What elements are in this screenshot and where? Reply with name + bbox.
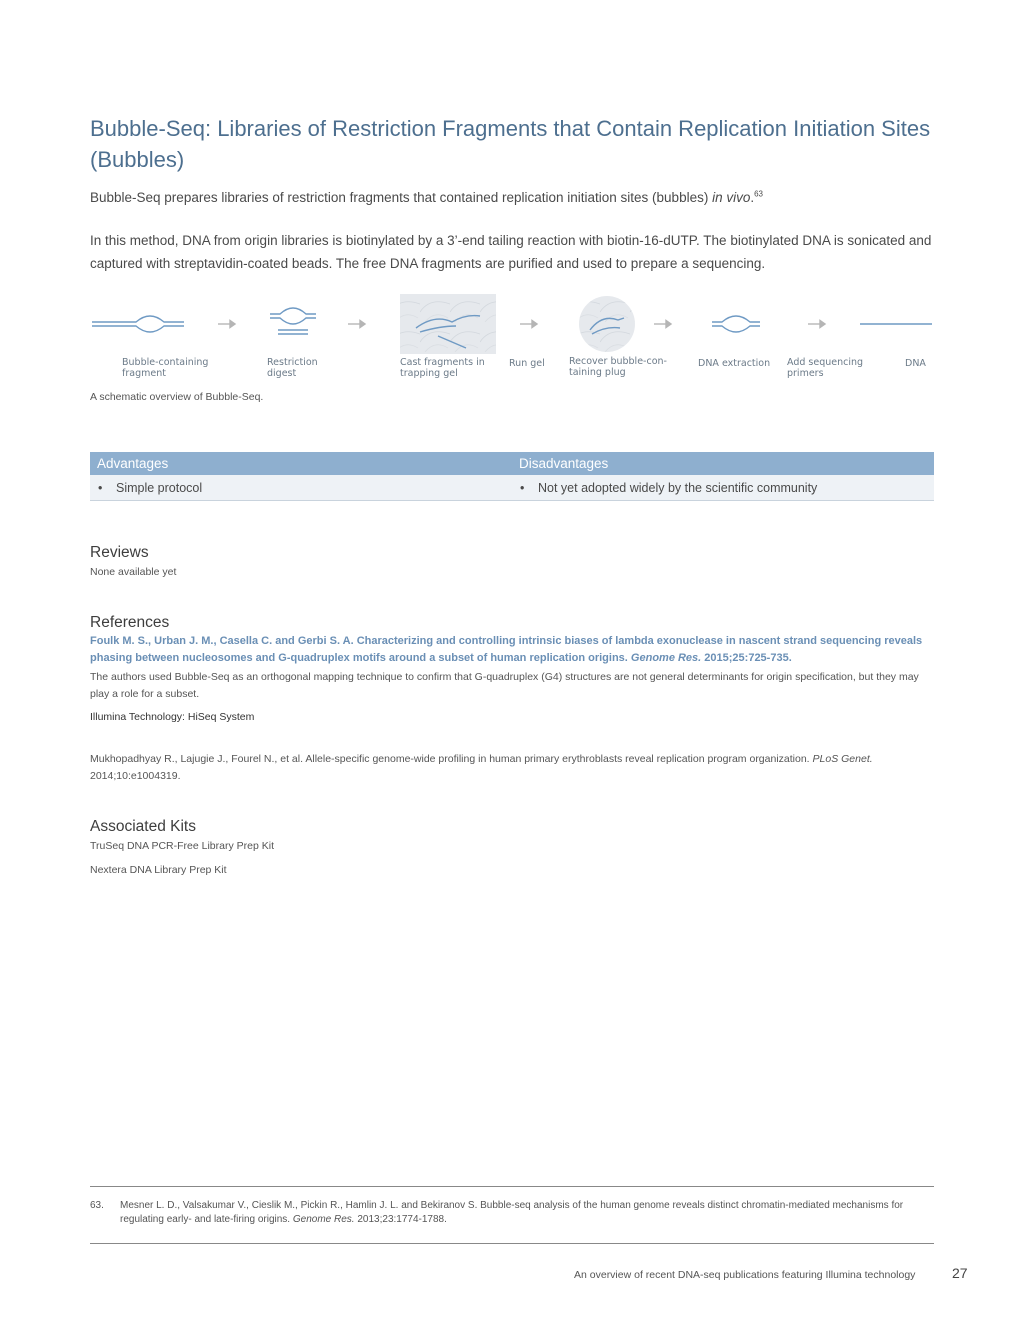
reference-technology: Illumina Technology: HiSeq System xyxy=(90,711,255,723)
gel-plug-icon xyxy=(579,296,635,352)
footnote-divider xyxy=(90,1186,934,1187)
citation-superscript[interactable]: 63 xyxy=(754,189,764,199)
pros-cons-table xyxy=(90,452,934,501)
step-label-add-primers xyxy=(787,358,863,379)
step-label-line: DNA xyxy=(905,358,926,369)
reference-details: 2014;10:e1004319. xyxy=(90,770,181,782)
step-label-line: Run gel xyxy=(509,358,545,369)
schematic-figure xyxy=(90,292,935,387)
table-header-row xyxy=(90,452,934,475)
arrow-icon xyxy=(808,321,825,328)
step-label-line: Restriction xyxy=(267,357,318,368)
footer-text: An overview of recent DNA-seq publications featuring Illumina technology xyxy=(574,1269,916,1281)
step-label-line: trapping gel xyxy=(400,367,458,379)
step-label-dna xyxy=(905,359,926,370)
reviews-text: None available yet xyxy=(90,566,177,578)
step-label-line: Bubble-containing xyxy=(122,357,209,368)
table-row xyxy=(90,475,934,501)
step-label-cast-fragments xyxy=(400,358,485,379)
disadvantage-cell xyxy=(512,475,934,501)
trapping-gel-icon xyxy=(400,294,496,354)
restriction-digest-icon xyxy=(270,308,316,334)
intro-italic: in vivo xyxy=(712,190,751,205)
footer-divider xyxy=(90,1243,934,1244)
advantage-item: Simple protocol xyxy=(116,480,203,495)
step-label-line: taining plug xyxy=(569,366,626,378)
page-number: 27 xyxy=(952,1265,968,1281)
advantage-cell xyxy=(90,475,512,501)
bullet: • xyxy=(98,480,103,495)
reference-details: 2015;25:725-735. xyxy=(701,652,792,664)
step-label-run-gel xyxy=(509,359,545,370)
footnote-details: 2013;23:1774-1788. xyxy=(354,1213,447,1225)
step-label-restriction-digest xyxy=(267,358,318,379)
disadvantages-header: Disadvantages xyxy=(512,452,934,475)
reference-text: Mukhopadhyay R., Lajugie J., Fourel N., et al. Allele-specific genome-wide profiling in human primary erythroblasts reveal replication program organization. xyxy=(90,753,813,765)
arrow-icon xyxy=(218,321,235,328)
associated-kits-heading: Associated Kits xyxy=(90,818,196,835)
step-label-line: DNA extraction xyxy=(698,358,771,369)
step-label-bubble-fragment xyxy=(122,358,208,379)
kit-item: TruSeq DNA PCR-Free Library Prep Kit xyxy=(90,840,275,852)
reference-journal: Genome Res. xyxy=(630,652,702,664)
arrow-icon xyxy=(348,321,365,328)
intro-end: . xyxy=(750,190,755,205)
footnote-text xyxy=(120,1199,935,1226)
bubble-fragment-icon xyxy=(92,316,184,332)
disadvantage-item: Not yet adopted widely by the scientific community xyxy=(538,480,818,495)
footnote-journal: Genome Res. xyxy=(292,1213,355,1225)
step-label-line: primers xyxy=(787,367,824,379)
intro-paragraph xyxy=(90,186,940,209)
reference-note: The authors used Bubble-Seq as an orthogonal mapping technique to confirm that G-quadruplex (G4) structures are not general determinants for origin specification, but they may play a role for a subset. xyxy=(90,671,919,700)
figure-caption: A schematic overview of Bubble-Seq. xyxy=(90,391,264,403)
method-paragraph: In this method, DNA from origin libraries is biotinylated by a 3’-end tailing reaction with biotin-16-dUTP. The biotinylated DNA is sonicated and captured with streptavidin-coated beads. The free DNA fragments are purified and used to prepare a sequencing. xyxy=(90,233,932,271)
reference-journal: PLoS Genet. xyxy=(812,753,873,765)
bullet: • xyxy=(520,480,525,495)
reference-item xyxy=(90,751,935,785)
kit-item: Nextera DNA Library Prep Kit xyxy=(90,864,227,876)
footnote-body: Mesner L. D., Valsakumar V., Cieslik M., Pickin R., Hamlin J. L. and Bekiranov S. Bubble-seq analysis of the human genome reveals distinct chromatin-mediated mechanisms for regulating early- and late-firing origins. xyxy=(120,1200,904,1225)
reference-link[interactable] xyxy=(90,633,930,667)
step-label-line: Add sequencing xyxy=(787,357,864,368)
advantages-header: Advantages xyxy=(90,452,512,475)
dna-extraction-icon xyxy=(712,316,760,332)
intro-text: Bubble-Seq prepares libraries of restriction fragments that contained replication initiation sites (bubbles) xyxy=(90,190,713,205)
page-title: Bubble-Seq: Libraries of Restriction Fragments that Contain Replication Initiation Sites (Bubbles) xyxy=(90,116,931,172)
step-label-dna-extraction xyxy=(698,359,770,370)
reference-title: Foulk M. S., Urban J. M., Casella C. and Gerbi S. A. Characterizing and controlling intrinsic biases of lambda exonuclease in nascent strand sequencing reveals phasing between nucleosomes and G-quadruplex motifs around a subset of human replication origins. xyxy=(90,635,923,664)
step-label-recover-plug xyxy=(569,357,667,378)
schematic-graphic xyxy=(90,292,935,362)
step-label-line: Cast fragments in xyxy=(400,357,485,368)
step-label-line: digest xyxy=(267,367,297,379)
arrow-icon xyxy=(654,321,671,328)
step-label-line: Recover bubble-con- xyxy=(569,356,667,367)
arrow-icon xyxy=(520,321,537,328)
step-label-line: fragment xyxy=(122,367,166,379)
references-heading: References xyxy=(90,614,170,631)
footnote-number: 63. xyxy=(90,1200,104,1211)
reviews-heading: Reviews xyxy=(90,544,149,561)
